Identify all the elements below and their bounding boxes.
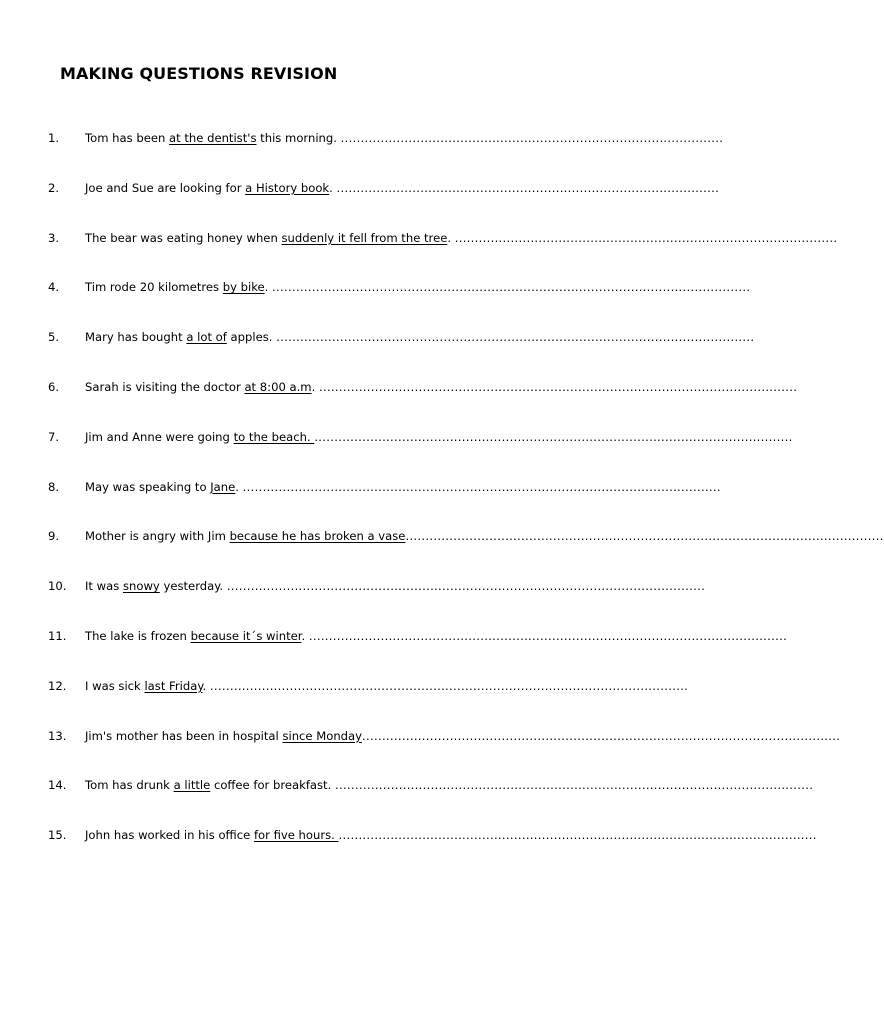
question-number: 12. xyxy=(48,678,67,693)
sentence-text-after: this morning. xyxy=(256,131,341,145)
question-sentence xyxy=(85,726,841,746)
question-item xyxy=(0,825,817,845)
answer-dotted-line: ........................................................................................................................ xyxy=(276,330,755,345)
sentence-text-before: Mother is angry with Jim xyxy=(85,529,230,544)
answer-dotted-line: ........................................................................................................................ xyxy=(318,380,798,394)
answer-dotted-line: ........................................................................................................................ xyxy=(334,778,814,793)
question-item xyxy=(0,526,884,546)
question-number: 5. xyxy=(48,330,60,345)
question-sentence xyxy=(85,576,706,596)
question-item xyxy=(0,726,841,746)
question-number: 1. xyxy=(48,131,60,145)
sentence-text-before: May was speaking to xyxy=(85,479,211,494)
underlined-answer-part: for five hours. xyxy=(253,828,339,843)
question-sentence xyxy=(85,128,724,148)
sentence-text-after: . xyxy=(202,678,210,693)
sentence-text-after: . xyxy=(264,280,273,295)
sentence-text-after: . xyxy=(311,380,319,394)
answer-dotted-line: ........................................................................................................................ xyxy=(226,579,706,594)
underlined-answer-part: since Monday xyxy=(282,728,363,743)
question-sentence xyxy=(85,526,884,546)
question-item xyxy=(0,477,768,497)
question-item xyxy=(0,128,768,148)
underlined-answer-part: suddenly it fell from the tree xyxy=(281,230,448,245)
underlined-answer-part: at the dentist's xyxy=(169,131,257,145)
sentence-text-before: John has worked in his office xyxy=(85,828,254,843)
question-sentence xyxy=(85,676,698,696)
question-number: 10. xyxy=(48,579,67,594)
underlined-answer-part: a little xyxy=(173,778,211,793)
sentence-text-before: Mary has bought xyxy=(85,330,187,345)
sentence-text-before: The bear was eating honey when xyxy=(85,230,282,245)
question-sentence xyxy=(85,327,755,347)
underlined-answer-part: snowy xyxy=(122,579,160,594)
question-number: 2. xyxy=(48,180,60,195)
sentence-text-before: I was sick xyxy=(85,678,145,693)
sentence-text-before: It was xyxy=(85,579,123,594)
question-number: 14. xyxy=(48,778,67,793)
sentence-text-before: Sarah is visiting the doctor xyxy=(85,380,245,394)
question-item xyxy=(0,178,768,198)
question-item xyxy=(0,427,793,447)
sentence-text-after: . xyxy=(329,180,337,195)
sentence-text-before: Jim and Anne were going xyxy=(85,429,234,444)
sentence-text-before: Tim rode 20 kilometres xyxy=(85,280,223,295)
question-number: 3. xyxy=(48,230,60,245)
answer-dotted-line: ........................................................................................................................ xyxy=(338,828,817,843)
sentence-text-after: . xyxy=(235,479,243,494)
answer-dotted-line: ................................................................................................ xyxy=(340,131,724,145)
underlined-answer-part: a lot of xyxy=(186,330,227,345)
underlined-answer-part: a History book xyxy=(245,180,330,195)
question-sentence xyxy=(85,228,838,248)
underlined-answer-part: Jane xyxy=(210,479,236,494)
question-sentence xyxy=(85,775,814,795)
question-item xyxy=(0,277,768,297)
answer-dotted-line: ........................................................................................................................ xyxy=(308,629,788,643)
answer-dotted-line: ........................................................................................................................ xyxy=(314,429,793,444)
answer-dotted-line: ........................................................................................................................ xyxy=(242,479,721,494)
underlined-answer-part: last Friday xyxy=(144,678,203,693)
question-item xyxy=(0,775,814,795)
answer-dotted-line: ........................................................................................................................ xyxy=(272,280,751,295)
sentence-text-before: Joe and Sue are looking for xyxy=(85,180,246,195)
sentence-text-before: Tom has drunk xyxy=(85,778,174,793)
sentence-text-after: yesterday. xyxy=(159,579,227,594)
sentence-text-after: coffee for breakfast. xyxy=(210,778,335,793)
underlined-answer-part: because it´s winter xyxy=(190,629,302,643)
question-sentence xyxy=(85,825,817,845)
question-sentence xyxy=(85,178,720,198)
question-number: 6. xyxy=(48,380,60,394)
question-sentence xyxy=(85,626,788,646)
sentence-text-before: Jim's mother has been in hospital xyxy=(85,728,283,743)
question-number: 13. xyxy=(48,728,67,743)
underlined-answer-part: to the beach. xyxy=(233,429,315,444)
question-number: 11. xyxy=(48,629,67,643)
sentence-text-before: Tom has been xyxy=(85,131,170,145)
underlined-answer-part: because he has broken a vase xyxy=(229,529,406,544)
question-item xyxy=(0,626,788,646)
answer-dotted-line: ................................................................................................ xyxy=(454,230,838,245)
question-number: 15. xyxy=(48,828,67,843)
answer-dotted-line: ........................................................................................................................ xyxy=(209,678,689,693)
question-number: 8. xyxy=(48,479,60,494)
question-item xyxy=(0,228,838,248)
question-number: 9. xyxy=(48,529,60,544)
question-item xyxy=(0,327,768,347)
answer-dotted-line: ................................................................................................ xyxy=(336,180,720,195)
underlined-answer-part: at 8:00 a.m xyxy=(244,380,312,394)
page-title: MAKING QUESTIONS REVISION xyxy=(60,64,338,83)
question-item xyxy=(0,676,768,696)
question-sentence xyxy=(85,277,751,297)
question-number: 7. xyxy=(48,429,60,444)
answer-dotted-line: ........................................................................................................................ xyxy=(362,728,841,743)
question-sentence xyxy=(85,427,793,447)
question-item xyxy=(0,377,798,397)
answer-dotted-line: ........................................................................................................................ xyxy=(405,529,884,544)
sentence-text-after: . xyxy=(301,629,309,643)
question-sentence xyxy=(85,477,721,497)
question-sentence xyxy=(85,377,798,397)
underlined-answer-part: by bike xyxy=(222,280,265,295)
sentence-text-before: The lake is frozen xyxy=(85,629,191,643)
sentence-text-after: apples. xyxy=(226,330,277,345)
question-item xyxy=(0,576,768,596)
question-number: 4. xyxy=(48,280,60,295)
sentence-text-after: . xyxy=(447,230,455,245)
